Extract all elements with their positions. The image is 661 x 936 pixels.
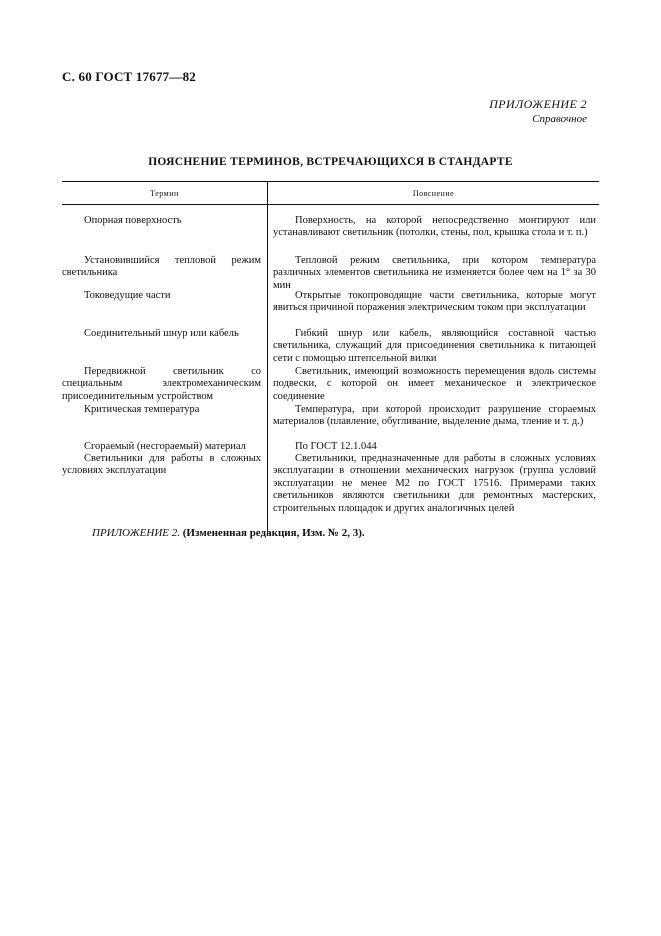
table-row — [62, 215, 599, 255]
table-row — [62, 328, 599, 366]
table-row — [62, 441, 599, 453]
amendment-text: (Измененная редакция, Изм. № 2, 3). — [182, 527, 365, 539]
table-header — [62, 182, 599, 205]
column-header-definition: Пояснение — [267, 182, 599, 204]
term-cell: Соединительный шнур или кабель — [84, 328, 239, 339]
appendix-label: ПРИЛОЖЕНИЕ 2 — [489, 97, 587, 111]
definition-cell: По ГОСТ 12.1.044 — [295, 441, 377, 452]
term-cell: Критическая температура — [84, 404, 200, 415]
appendix-note: Справочное — [532, 113, 587, 125]
table-row — [62, 255, 599, 290]
term-cell: Светильники для работы в сложных условиях эксплуатации — [62, 453, 261, 477]
term-cell: Сгораемый (несгораемый) материал — [84, 441, 246, 452]
table-body — [62, 205, 599, 535]
definition-cell: Гибкий шнур или кабель, являющийся составной частью светильника, служащий для присоединения светильника к питающей сети с помощью штепсельной вилки — [273, 328, 596, 364]
definition-cell: Светильник, имеющий возможность перемещения вдоль системы подвески, с которой он имеет механическое и электрическое соединение — [273, 366, 596, 402]
definition-cell: Светильники, предназначенные для работы в сложных условиях эксплуатации в отношении механических нагрузок (группа условий эксплуатации не менее М2 по ГОСТ 17516. Примерами таких светильников являются светильники для ремонтных мастерских, строительных площадок и других аналогичных целей — [273, 453, 596, 514]
amendment-note — [62, 527, 599, 539]
table-row — [62, 290, 599, 328]
table-row — [62, 453, 599, 515]
table-row — [62, 404, 599, 441]
definition-cell: Тепловой режим светильника, при котором температура различных элементов светильника не изменяется более чем на 1° за 30 мин — [273, 255, 596, 291]
appendix-label-block — [489, 97, 587, 125]
definition-cell: Открытые токопроводящие части светильника, которые могут явиться причиной поражения электрическим током при эксплуатации — [273, 290, 596, 314]
column-header-term: Термин — [150, 188, 179, 198]
definition-cell: Температура, при которой происходит разрушение сгораемых материалов (плавление, обугливание, выделение дыма, тление и т. д.) — [273, 404, 596, 428]
terms-table — [62, 181, 599, 535]
term-cell: Токоведущие части — [84, 290, 171, 301]
column-divider — [267, 205, 268, 535]
table-row — [62, 366, 599, 404]
document-title: ПОЯСНЕНИЕ ТЕРМИНОВ, ВСТРЕЧАЮЩИХСЯ В СТАНДАРТЕ — [148, 156, 513, 168]
definition-cell: Поверхность, на которой непосредственно монтируют или устанавливают светильник (потолки, стены, пол, крышка стола и т. п.) — [273, 215, 596, 239]
amendment-label: ПРИЛОЖЕНИЕ 2. — [92, 527, 180, 539]
term-cell: Установившийся тепловой режим светильника — [62, 255, 261, 279]
term-cell: Передвижной светильник со специальным электромеханическим присоединительным устройством — [62, 366, 261, 402]
term-cell: Опорная поверхность — [84, 215, 182, 226]
page-header: С. 60 ГОСТ 17677—82 — [62, 69, 196, 84]
